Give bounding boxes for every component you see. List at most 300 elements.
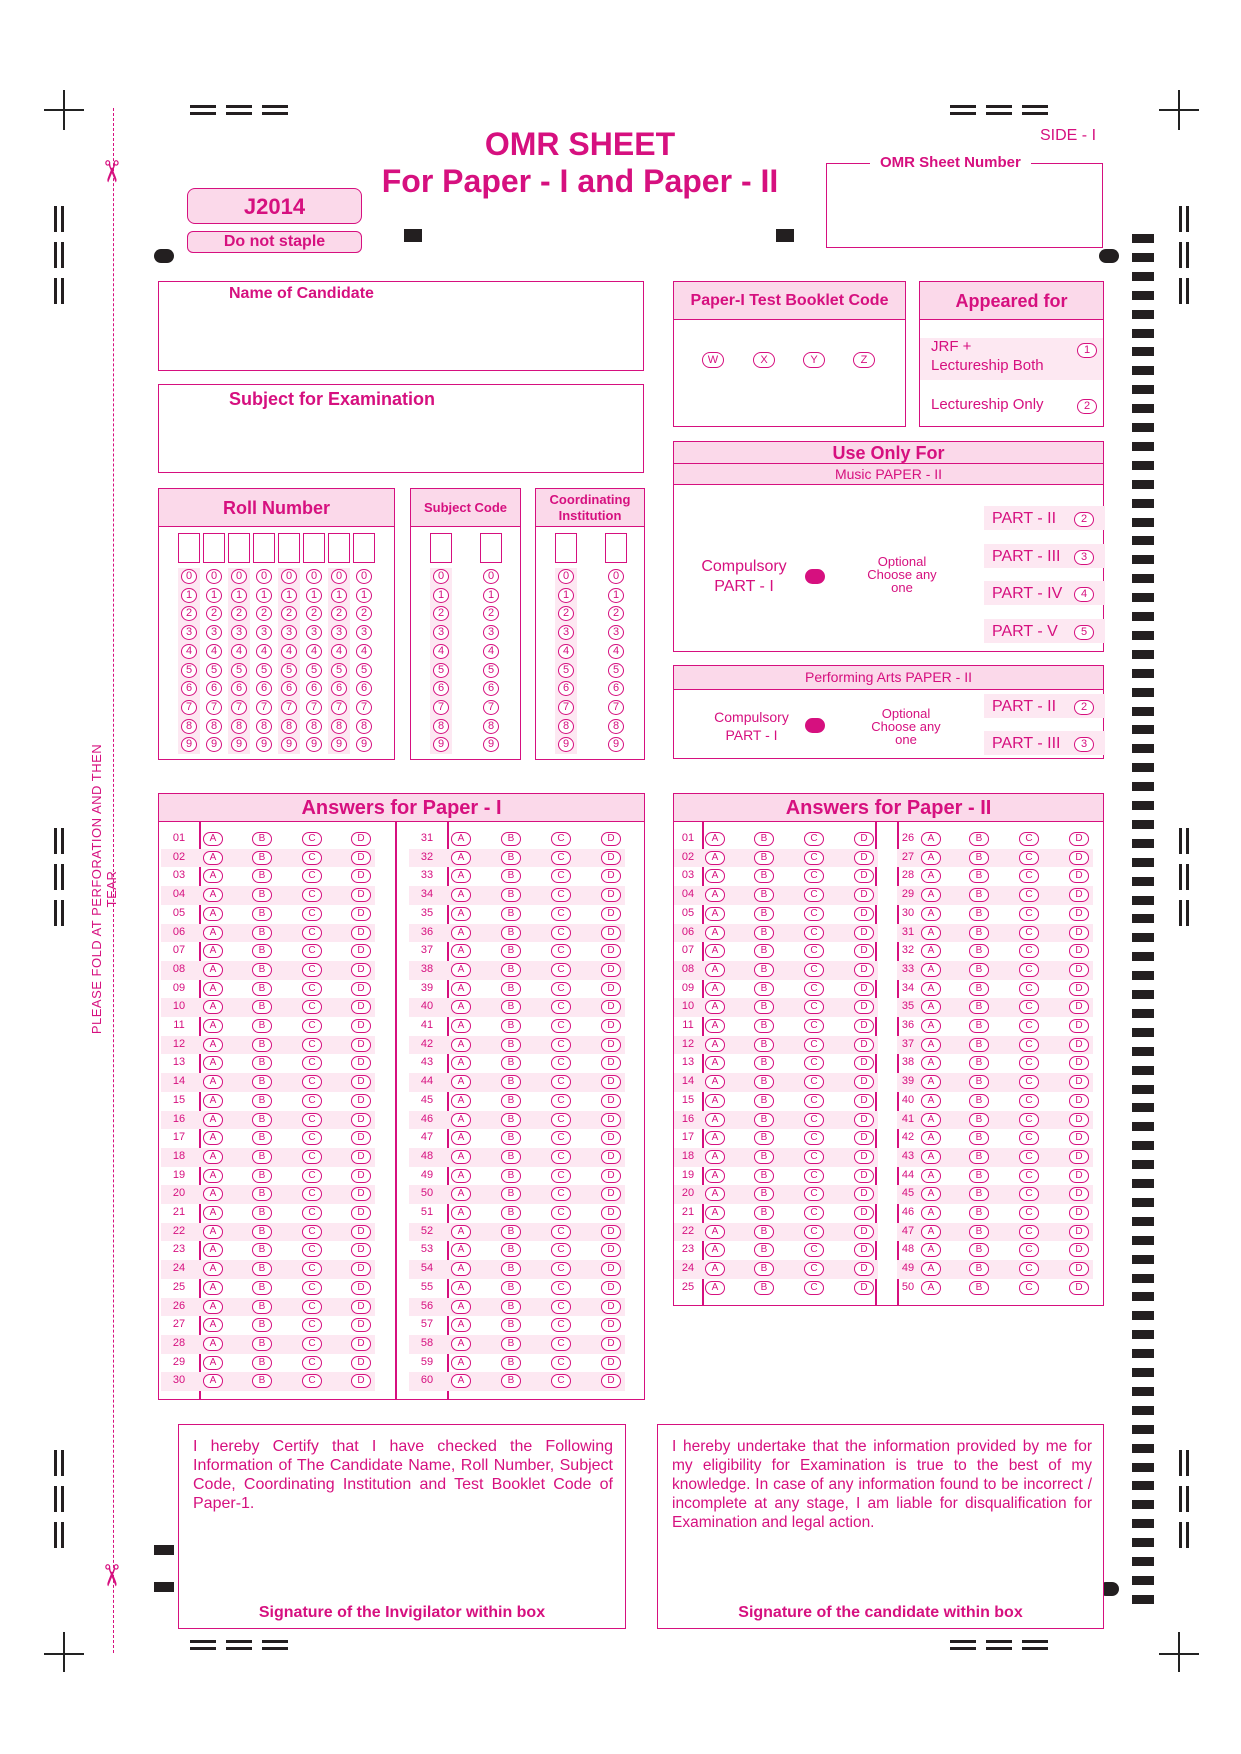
part-bubble[interactable]: 3 xyxy=(1074,737,1094,752)
digit-bubble[interactable]: 9 xyxy=(356,737,372,752)
answer-bubble[interactable]: B xyxy=(252,832,272,846)
answer-bubble[interactable]: A xyxy=(203,1056,223,1070)
digit-bubble[interactable]: 6 xyxy=(181,681,197,696)
digit-entry-box[interactable] xyxy=(178,533,200,563)
answer-bubble[interactable]: C xyxy=(1019,1281,1039,1295)
answer-bubble[interactable]: D xyxy=(1069,1150,1089,1164)
answer-bubble[interactable]: C xyxy=(302,1374,322,1388)
digit-bubble[interactable]: 3 xyxy=(231,625,247,640)
digit-bubble[interactable]: 7 xyxy=(281,700,297,715)
answer-bubble[interactable]: D xyxy=(854,1169,874,1183)
answer-bubble[interactable]: B xyxy=(969,1169,989,1183)
answer-bubble[interactable]: C xyxy=(804,963,824,977)
answer-bubble[interactable]: D xyxy=(351,1281,371,1295)
digit-bubble[interactable]: 4 xyxy=(356,644,372,659)
answer-bubble[interactable]: C xyxy=(302,1094,322,1108)
answer-bubble[interactable]: B xyxy=(501,869,521,883)
digit-bubble[interactable]: 0 xyxy=(558,569,574,584)
answer-bubble[interactable]: C xyxy=(804,1187,824,1201)
answer-bubble[interactable]: C xyxy=(804,888,824,902)
answer-bubble[interactable]: C xyxy=(302,832,322,846)
answer-bubble[interactable]: A xyxy=(203,1187,223,1201)
digit-bubble[interactable]: 6 xyxy=(608,681,624,696)
answer-bubble[interactable]: D xyxy=(351,1243,371,1257)
answer-bubble[interactable]: A xyxy=(921,1243,941,1257)
answer-bubble[interactable]: D xyxy=(1069,1094,1089,1108)
answer-bubble[interactable]: B xyxy=(754,1187,774,1201)
answer-bubble[interactable]: B xyxy=(969,1056,989,1070)
answer-bubble[interactable]: A xyxy=(705,1075,725,1089)
digit-bubble[interactable]: 5 xyxy=(331,663,347,678)
answer-bubble[interactable]: B xyxy=(501,851,521,865)
answer-bubble[interactable]: B xyxy=(969,982,989,996)
answer-bubble[interactable]: A xyxy=(705,1056,725,1070)
digit-bubble[interactable]: 2 xyxy=(256,606,272,621)
digit-bubble[interactable]: 8 xyxy=(558,719,574,734)
digit-bubble[interactable]: 4 xyxy=(433,644,449,659)
answer-bubble[interactable]: C xyxy=(551,1337,571,1351)
answer-bubble[interactable]: D xyxy=(601,1262,621,1276)
answer-bubble[interactable]: C xyxy=(551,944,571,958)
answer-bubble[interactable]: B xyxy=(252,907,272,921)
answer-bubble[interactable]: A xyxy=(705,1169,725,1183)
answer-bubble[interactable]: D xyxy=(1069,1225,1089,1239)
answer-bubble[interactable]: C xyxy=(551,832,571,846)
answer-bubble[interactable]: B xyxy=(252,1150,272,1164)
digit-bubble[interactable]: 9 xyxy=(181,737,197,752)
digit-bubble[interactable]: 7 xyxy=(356,700,372,715)
answer-bubble[interactable]: A xyxy=(921,832,941,846)
answer-bubble[interactable]: D xyxy=(854,1019,874,1033)
answer-bubble[interactable]: A xyxy=(451,888,471,902)
digit-bubble[interactable]: 9 xyxy=(256,737,272,752)
answer-bubble[interactable]: A xyxy=(451,869,471,883)
answer-bubble[interactable]: B xyxy=(501,1225,521,1239)
digit-bubble[interactable]: 8 xyxy=(206,719,222,734)
answer-bubble[interactable]: A xyxy=(203,944,223,958)
answer-bubble[interactable]: C xyxy=(1019,1113,1039,1127)
answer-bubble[interactable]: D xyxy=(351,907,371,921)
answer-bubble[interactable]: D xyxy=(601,869,621,883)
answer-bubble[interactable]: B xyxy=(501,1150,521,1164)
digit-bubble[interactable]: 1 xyxy=(356,588,372,603)
answer-bubble[interactable]: D xyxy=(351,963,371,977)
answer-bubble[interactable]: B xyxy=(754,1019,774,1033)
answer-bubble[interactable]: C xyxy=(302,1262,322,1276)
answer-bubble[interactable]: C xyxy=(551,851,571,865)
answer-bubble[interactable]: A xyxy=(921,1075,941,1089)
answer-bubble[interactable]: B xyxy=(754,926,774,940)
answer-bubble[interactable]: A xyxy=(203,1094,223,1108)
answer-bubble[interactable]: C xyxy=(1019,1225,1039,1239)
answer-bubble[interactable]: A xyxy=(451,907,471,921)
answer-bubble[interactable]: D xyxy=(351,1169,371,1183)
answer-bubble[interactable]: D xyxy=(601,1374,621,1388)
answer-bubble[interactable]: D xyxy=(854,982,874,996)
digit-bubble[interactable]: 7 xyxy=(231,700,247,715)
answer-bubble[interactable]: D xyxy=(601,1056,621,1070)
answer-bubble[interactable]: A xyxy=(921,907,941,921)
digit-bubble[interactable]: 3 xyxy=(256,625,272,640)
digit-bubble[interactable]: 6 xyxy=(331,681,347,696)
answer-bubble[interactable]: B xyxy=(501,963,521,977)
answer-bubble[interactable]: A xyxy=(203,1000,223,1014)
answer-bubble[interactable]: B xyxy=(252,1075,272,1089)
answer-bubble[interactable]: A xyxy=(921,1094,941,1108)
digit-bubble[interactable]: 7 xyxy=(181,700,197,715)
answer-bubble[interactable]: C xyxy=(804,1206,824,1220)
answer-bubble[interactable]: B xyxy=(754,1225,774,1239)
answer-bubble[interactable]: C xyxy=(551,1131,571,1145)
answer-bubble[interactable]: A xyxy=(705,1187,725,1201)
answer-bubble[interactable]: D xyxy=(351,1356,371,1370)
answer-bubble[interactable]: C xyxy=(302,1187,322,1201)
answer-bubble[interactable]: B xyxy=(969,1262,989,1276)
answer-bubble[interactable]: B xyxy=(969,1225,989,1239)
appeared-option-bubble[interactable]: 1 xyxy=(1077,343,1097,358)
digit-bubble[interactable]: 6 xyxy=(356,681,372,696)
answer-bubble[interactable]: C xyxy=(804,1000,824,1014)
invigilator-box[interactable] xyxy=(178,1424,626,1629)
answer-bubble[interactable]: C xyxy=(302,1000,322,1014)
answer-bubble[interactable]: C xyxy=(302,869,322,883)
digit-entry-box[interactable] xyxy=(278,533,300,563)
answer-bubble[interactable]: A xyxy=(451,1038,471,1052)
answer-bubble[interactable]: A xyxy=(705,1262,725,1276)
digit-bubble[interactable]: 4 xyxy=(206,644,222,659)
answer-bubble[interactable]: A xyxy=(451,1318,471,1332)
part-bubble[interactable]: 4 xyxy=(1074,587,1094,602)
digit-entry-box[interactable] xyxy=(328,533,350,563)
answer-bubble[interactable]: A xyxy=(451,1300,471,1314)
answer-bubble[interactable]: A xyxy=(705,926,725,940)
answer-bubble[interactable]: B xyxy=(754,1169,774,1183)
answer-bubble[interactable]: A xyxy=(203,1075,223,1089)
answer-bubble[interactable]: B xyxy=(252,1374,272,1388)
digit-bubble[interactable]: 9 xyxy=(331,737,347,752)
digit-bubble[interactable]: 3 xyxy=(181,625,197,640)
answer-bubble[interactable]: A xyxy=(203,851,223,865)
answer-bubble[interactable]: A xyxy=(451,1113,471,1127)
answer-bubble[interactable]: C xyxy=(302,1169,322,1183)
answer-bubble[interactable]: C xyxy=(551,1150,571,1164)
answer-bubble[interactable]: C xyxy=(551,982,571,996)
answer-bubble[interactable]: D xyxy=(854,1206,874,1220)
answer-bubble[interactable]: A xyxy=(705,832,725,846)
digit-bubble[interactable]: 7 xyxy=(483,700,499,715)
answer-bubble[interactable]: A xyxy=(203,1356,223,1370)
digit-bubble[interactable]: 3 xyxy=(206,625,222,640)
answer-bubble[interactable]: D xyxy=(601,1150,621,1164)
answer-bubble[interactable]: C xyxy=(302,1225,322,1239)
answer-bubble[interactable]: B xyxy=(754,1131,774,1145)
answer-bubble[interactable]: A xyxy=(451,1206,471,1220)
answer-bubble[interactable]: C xyxy=(1019,1056,1039,1070)
answer-bubble[interactable]: B xyxy=(252,1281,272,1295)
answer-bubble[interactable]: A xyxy=(451,832,471,846)
appeared-option-bubble[interactable]: 2 xyxy=(1077,399,1097,414)
answer-bubble[interactable]: B xyxy=(501,1056,521,1070)
answer-bubble[interactable]: D xyxy=(351,1056,371,1070)
answer-bubble[interactable]: B xyxy=(252,1038,272,1052)
answer-bubble[interactable]: A xyxy=(451,1056,471,1070)
answer-bubble[interactable]: D xyxy=(351,1075,371,1089)
digit-bubble[interactable]: 8 xyxy=(181,719,197,734)
answer-bubble[interactable]: C xyxy=(302,1019,322,1033)
digit-entry-box[interactable] xyxy=(203,533,225,563)
answer-bubble[interactable]: D xyxy=(601,1187,621,1201)
answer-bubble[interactable]: C xyxy=(551,1318,571,1332)
answer-bubble[interactable]: C xyxy=(551,1356,571,1370)
digit-bubble[interactable]: 2 xyxy=(306,606,322,621)
answer-bubble[interactable]: C xyxy=(551,907,571,921)
answer-bubble[interactable]: C xyxy=(302,1300,322,1314)
answer-bubble[interactable]: A xyxy=(203,1150,223,1164)
answer-bubble[interactable]: C xyxy=(302,1075,322,1089)
answer-bubble[interactable]: A xyxy=(921,926,941,940)
digit-bubble[interactable]: 1 xyxy=(483,588,499,603)
answer-bubble[interactable]: B xyxy=(252,1056,272,1070)
answer-bubble[interactable]: C xyxy=(302,1337,322,1351)
answer-bubble[interactable]: D xyxy=(1069,907,1089,921)
digit-bubble[interactable]: 3 xyxy=(433,625,449,640)
answer-bubble[interactable]: B xyxy=(754,1281,774,1295)
digit-bubble[interactable]: 4 xyxy=(608,644,624,659)
digit-bubble[interactable]: 9 xyxy=(281,737,297,752)
answer-bubble[interactable]: B xyxy=(252,1094,272,1108)
answer-bubble[interactable]: B xyxy=(501,1318,521,1332)
answer-bubble[interactable]: B xyxy=(969,1000,989,1014)
answer-bubble[interactable]: C xyxy=(804,1150,824,1164)
answer-bubble[interactable]: D xyxy=(1069,1281,1089,1295)
answer-bubble[interactable]: B xyxy=(501,1038,521,1052)
answer-bubble[interactable]: D xyxy=(601,1131,621,1145)
answer-bubble[interactable]: D xyxy=(601,963,621,977)
answer-bubble[interactable]: D xyxy=(351,1019,371,1033)
answer-bubble[interactable]: C xyxy=(1019,944,1039,958)
answer-bubble[interactable]: A xyxy=(451,944,471,958)
answer-bubble[interactable]: C xyxy=(804,1225,824,1239)
answer-bubble[interactable]: A xyxy=(921,1187,941,1201)
answer-bubble[interactable]: C xyxy=(551,1075,571,1089)
digit-bubble[interactable]: 8 xyxy=(356,719,372,734)
answer-bubble[interactable]: A xyxy=(451,851,471,865)
answer-bubble[interactable]: B xyxy=(252,1262,272,1276)
answer-bubble[interactable]: B xyxy=(754,907,774,921)
answer-bubble[interactable]: C xyxy=(1019,1075,1039,1089)
part-bubble[interactable]: 3 xyxy=(1074,550,1094,565)
answer-bubble[interactable]: A xyxy=(705,1038,725,1052)
answer-bubble[interactable]: C xyxy=(804,1131,824,1145)
answer-bubble[interactable]: A xyxy=(203,1131,223,1145)
answer-bubble[interactable]: D xyxy=(601,851,621,865)
answer-bubble[interactable]: C xyxy=(302,982,322,996)
digit-bubble[interactable]: 4 xyxy=(181,644,197,659)
answer-bubble[interactable]: A xyxy=(921,1113,941,1127)
answer-bubble[interactable]: C xyxy=(551,963,571,977)
digit-bubble[interactable]: 0 xyxy=(331,569,347,584)
answer-bubble[interactable]: D xyxy=(351,1038,371,1052)
digit-entry-box[interactable] xyxy=(555,533,577,563)
answer-bubble[interactable]: A xyxy=(451,1150,471,1164)
answer-bubble[interactable]: B xyxy=(501,888,521,902)
digit-bubble[interactable]: 6 xyxy=(483,681,499,696)
answer-bubble[interactable]: C xyxy=(551,1019,571,1033)
digit-bubble[interactable]: 1 xyxy=(231,588,247,603)
answer-bubble[interactable]: C xyxy=(551,1113,571,1127)
digit-bubble[interactable]: 4 xyxy=(281,644,297,659)
answer-bubble[interactable]: B xyxy=(501,1187,521,1201)
digit-bubble[interactable]: 0 xyxy=(181,569,197,584)
answer-bubble[interactable]: C xyxy=(804,982,824,996)
answer-bubble[interactable]: A xyxy=(451,1131,471,1145)
answer-bubble[interactable]: A xyxy=(921,869,941,883)
answer-bubble[interactable]: B xyxy=(501,1300,521,1314)
answer-bubble[interactable]: B xyxy=(252,1300,272,1314)
answer-bubble[interactable]: A xyxy=(203,888,223,902)
answer-bubble[interactable]: A xyxy=(921,1131,941,1145)
answer-bubble[interactable]: C xyxy=(1019,1169,1039,1183)
answer-bubble[interactable]: B xyxy=(969,1019,989,1033)
answer-bubble[interactable]: C xyxy=(551,1000,571,1014)
answer-bubble[interactable]: B xyxy=(252,982,272,996)
answer-bubble[interactable]: C xyxy=(302,1281,322,1295)
answer-bubble[interactable]: A xyxy=(203,1169,223,1183)
digit-entry-box[interactable] xyxy=(228,533,250,563)
answer-bubble[interactable]: D xyxy=(1069,851,1089,865)
booklet-code-option[interactable]: Z xyxy=(853,352,875,368)
digit-bubble[interactable]: 5 xyxy=(558,663,574,678)
answer-bubble[interactable]: A xyxy=(705,1131,725,1145)
answer-bubble[interactable]: D xyxy=(601,1300,621,1314)
answer-bubble[interactable]: D xyxy=(854,1056,874,1070)
answer-bubble[interactable]: B xyxy=(252,1113,272,1127)
answer-bubble[interactable]: D xyxy=(601,1113,621,1127)
answer-bubble[interactable]: D xyxy=(854,944,874,958)
answer-bubble[interactable]: D xyxy=(601,1000,621,1014)
answer-bubble[interactable]: C xyxy=(804,1262,824,1276)
answer-bubble[interactable]: B xyxy=(252,1000,272,1014)
answer-bubble[interactable]: D xyxy=(854,851,874,865)
answer-bubble[interactable]: A xyxy=(921,1262,941,1276)
answer-bubble[interactable]: C xyxy=(804,869,824,883)
answer-bubble[interactable]: A xyxy=(203,1318,223,1332)
answer-bubble[interactable]: B xyxy=(501,1169,521,1183)
digit-bubble[interactable]: 0 xyxy=(433,569,449,584)
answer-bubble[interactable]: D xyxy=(1069,1262,1089,1276)
answer-bubble[interactable]: C xyxy=(1019,1206,1039,1220)
answer-bubble[interactable]: D xyxy=(601,1169,621,1183)
answer-bubble[interactable]: B xyxy=(252,1225,272,1239)
booklet-code-option[interactable]: Y xyxy=(803,352,825,368)
answer-bubble[interactable]: B xyxy=(754,982,774,996)
answer-bubble[interactable]: C xyxy=(1019,851,1039,865)
answer-bubble[interactable]: A xyxy=(705,1094,725,1108)
answer-bubble[interactable]: B xyxy=(969,1206,989,1220)
digit-bubble[interactable]: 7 xyxy=(608,700,624,715)
answer-bubble[interactable]: A xyxy=(203,1225,223,1239)
answer-bubble[interactable]: A xyxy=(203,1262,223,1276)
answer-bubble[interactable]: C xyxy=(1019,982,1039,996)
answer-bubble[interactable]: A xyxy=(451,963,471,977)
omr-number-box[interactable] xyxy=(826,163,1103,248)
answer-bubble[interactable]: A xyxy=(451,1243,471,1257)
answer-bubble[interactable]: A xyxy=(705,888,725,902)
answer-bubble[interactable]: D xyxy=(351,888,371,902)
answer-bubble[interactable]: A xyxy=(451,1169,471,1183)
digit-bubble[interactable]: 2 xyxy=(281,606,297,621)
answer-bubble[interactable]: A xyxy=(451,982,471,996)
answer-bubble[interactable]: A xyxy=(921,963,941,977)
answer-bubble[interactable]: A xyxy=(203,1019,223,1033)
digit-bubble[interactable]: 0 xyxy=(356,569,372,584)
digit-entry-box[interactable] xyxy=(480,533,502,563)
digit-bubble[interactable]: 1 xyxy=(608,588,624,603)
answer-bubble[interactable]: A xyxy=(203,982,223,996)
answer-bubble[interactable]: C xyxy=(551,1281,571,1295)
answer-bubble[interactable]: B xyxy=(501,1094,521,1108)
answer-bubble[interactable]: D xyxy=(351,944,371,958)
answer-bubble[interactable]: C xyxy=(551,1169,571,1183)
answer-bubble[interactable]: D xyxy=(351,1300,371,1314)
digit-bubble[interactable]: 3 xyxy=(356,625,372,640)
answer-bubble[interactable]: D xyxy=(854,1113,874,1127)
digit-bubble[interactable]: 9 xyxy=(558,737,574,752)
answer-bubble[interactable]: D xyxy=(1069,1056,1089,1070)
answer-bubble[interactable]: C xyxy=(551,1262,571,1276)
answer-bubble[interactable]: A xyxy=(203,1243,223,1257)
answer-bubble[interactable]: B xyxy=(252,963,272,977)
digit-bubble[interactable]: 0 xyxy=(483,569,499,584)
answer-bubble[interactable]: D xyxy=(854,1150,874,1164)
digit-bubble[interactable]: 8 xyxy=(231,719,247,734)
answer-bubble[interactable]: B xyxy=(501,1019,521,1033)
digit-bubble[interactable]: 2 xyxy=(356,606,372,621)
answer-bubble[interactable]: D xyxy=(854,1131,874,1145)
answer-bubble[interactable]: D xyxy=(601,1075,621,1089)
answer-bubble[interactable]: A xyxy=(451,1337,471,1351)
answer-bubble[interactable]: C xyxy=(1019,1243,1039,1257)
digit-bubble[interactable]: 1 xyxy=(433,588,449,603)
answer-bubble[interactable]: D xyxy=(1069,926,1089,940)
answer-bubble[interactable]: B xyxy=(969,1113,989,1127)
answer-bubble[interactable]: B xyxy=(754,869,774,883)
answer-bubble[interactable]: B xyxy=(754,1150,774,1164)
answer-bubble[interactable]: A xyxy=(921,888,941,902)
answer-bubble[interactable]: B xyxy=(501,926,521,940)
answer-bubble[interactable]: B xyxy=(252,1131,272,1145)
answer-bubble[interactable]: A xyxy=(705,1225,725,1239)
answer-bubble[interactable]: D xyxy=(351,1262,371,1276)
digit-bubble[interactable]: 5 xyxy=(306,663,322,678)
digit-bubble[interactable]: 9 xyxy=(231,737,247,752)
answer-bubble[interactable]: D xyxy=(1069,1187,1089,1201)
answer-bubble[interactable]: C xyxy=(804,1094,824,1108)
answer-bubble[interactable]: B xyxy=(969,1281,989,1295)
answer-bubble[interactable]: D xyxy=(601,982,621,996)
digit-entry-box[interactable] xyxy=(353,533,375,563)
answer-bubble[interactable]: B xyxy=(754,1075,774,1089)
answer-bubble[interactable]: A xyxy=(921,851,941,865)
answer-bubble[interactable]: B xyxy=(969,944,989,958)
booklet-code-option[interactable]: W xyxy=(702,352,724,368)
answer-bubble[interactable]: C xyxy=(551,1187,571,1201)
digit-bubble[interactable]: 5 xyxy=(356,663,372,678)
digit-bubble[interactable]: 0 xyxy=(206,569,222,584)
answer-bubble[interactable]: C xyxy=(302,907,322,921)
answer-bubble[interactable]: D xyxy=(351,1000,371,1014)
digit-bubble[interactable]: 2 xyxy=(433,606,449,621)
